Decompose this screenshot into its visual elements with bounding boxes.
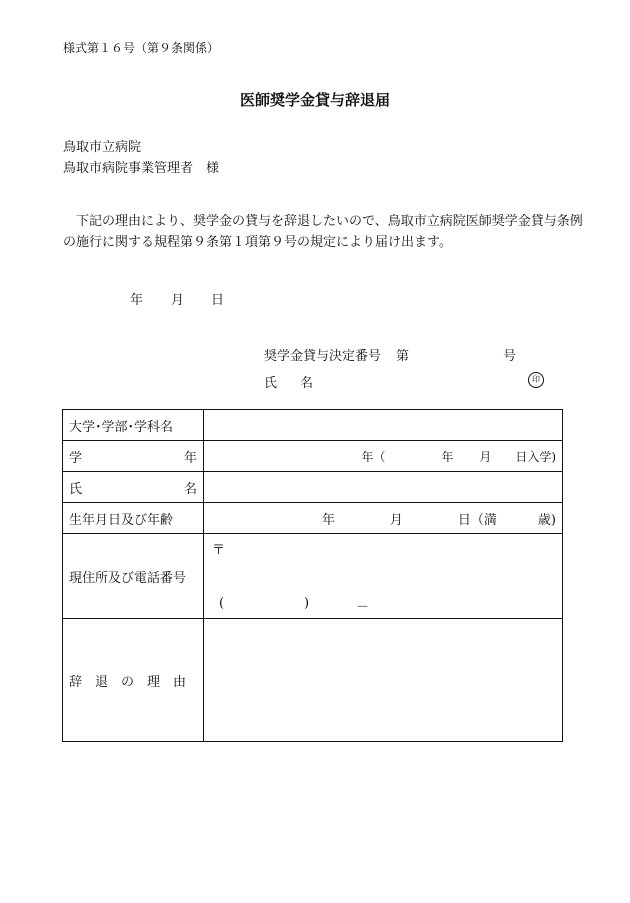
address-label: 現住所及び電話番号	[63, 534, 204, 619]
decision-dai: 第	[396, 349, 410, 364]
postal-mark-icon: 〒	[212, 543, 226, 558]
table-row	[63, 441, 563, 472]
reason-label: 辞 退 の 理 由	[63, 619, 204, 742]
birth-day: 日（満	[457, 512, 497, 528]
seal-text: 印	[532, 375, 540, 384]
entry-day: 日入学)	[515, 449, 556, 464]
date-month: 月	[171, 293, 185, 308]
age: 歳)	[537, 512, 556, 528]
university-label: 大学･学部･学科名	[63, 410, 204, 441]
table-row	[63, 619, 563, 742]
address-field[interactable]	[204, 534, 563, 619]
grade-label-b: 年	[183, 450, 197, 466]
body-paragraph: 下記の理由により、奨学金の貸与を辞退したいので、鳥取市立病院医師奨学金貸与条例の施行に関する規程第９条第１項第９号の規定により届け出ます。	[63, 214, 583, 250]
decision-number-line	[264, 345, 516, 364]
name-label-a: 氏	[264, 376, 278, 391]
decision-go: 号	[503, 349, 517, 364]
name-label-b: 名	[183, 481, 197, 497]
entry-month: 月	[479, 449, 492, 464]
grade-field[interactable]	[204, 441, 563, 472]
grade-label-cell	[63, 441, 204, 472]
university-field[interactable]	[204, 410, 563, 441]
birth-year: 年	[321, 512, 335, 528]
table-row	[63, 534, 563, 619]
table-row	[63, 472, 563, 503]
tel-close: )	[304, 596, 310, 611]
table-row	[63, 410, 563, 441]
addressee-manager: 鳥取市病院事業管理者 様	[63, 161, 220, 176]
birth-month: 月	[389, 512, 403, 528]
reason-field[interactable]	[204, 619, 563, 742]
date-year: 年	[130, 293, 144, 308]
signature-name-line	[264, 372, 313, 391]
seal-mark-icon	[528, 372, 544, 388]
name-field[interactable]	[204, 472, 563, 503]
name-label-cell	[63, 472, 204, 503]
grade-label-a: 学	[69, 450, 83, 466]
grade-nen: 年（	[361, 449, 386, 464]
date-day: 日	[211, 293, 225, 308]
date-line	[130, 289, 224, 308]
tel-dash: －	[356, 600, 370, 615]
tel-open: (	[219, 596, 225, 611]
birthdate-field[interactable]	[204, 503, 563, 534]
application-form-table	[62, 409, 563, 742]
name-label-b: 名	[300, 376, 314, 391]
birthdate-label: 生年月日及び年齢	[63, 503, 204, 534]
entry-year: 年	[441, 449, 454, 464]
document-title: 医師奨学金貸与辞退届	[239, 91, 390, 109]
decision-label: 奨学金貸与決定番号	[264, 349, 382, 364]
form-number: 様式第１６号（第９条関係）	[63, 41, 220, 55]
name-label-a: 氏	[69, 481, 83, 497]
table-row	[63, 503, 563, 534]
addressee-hospital: 鳥取市立病院	[63, 140, 142, 155]
